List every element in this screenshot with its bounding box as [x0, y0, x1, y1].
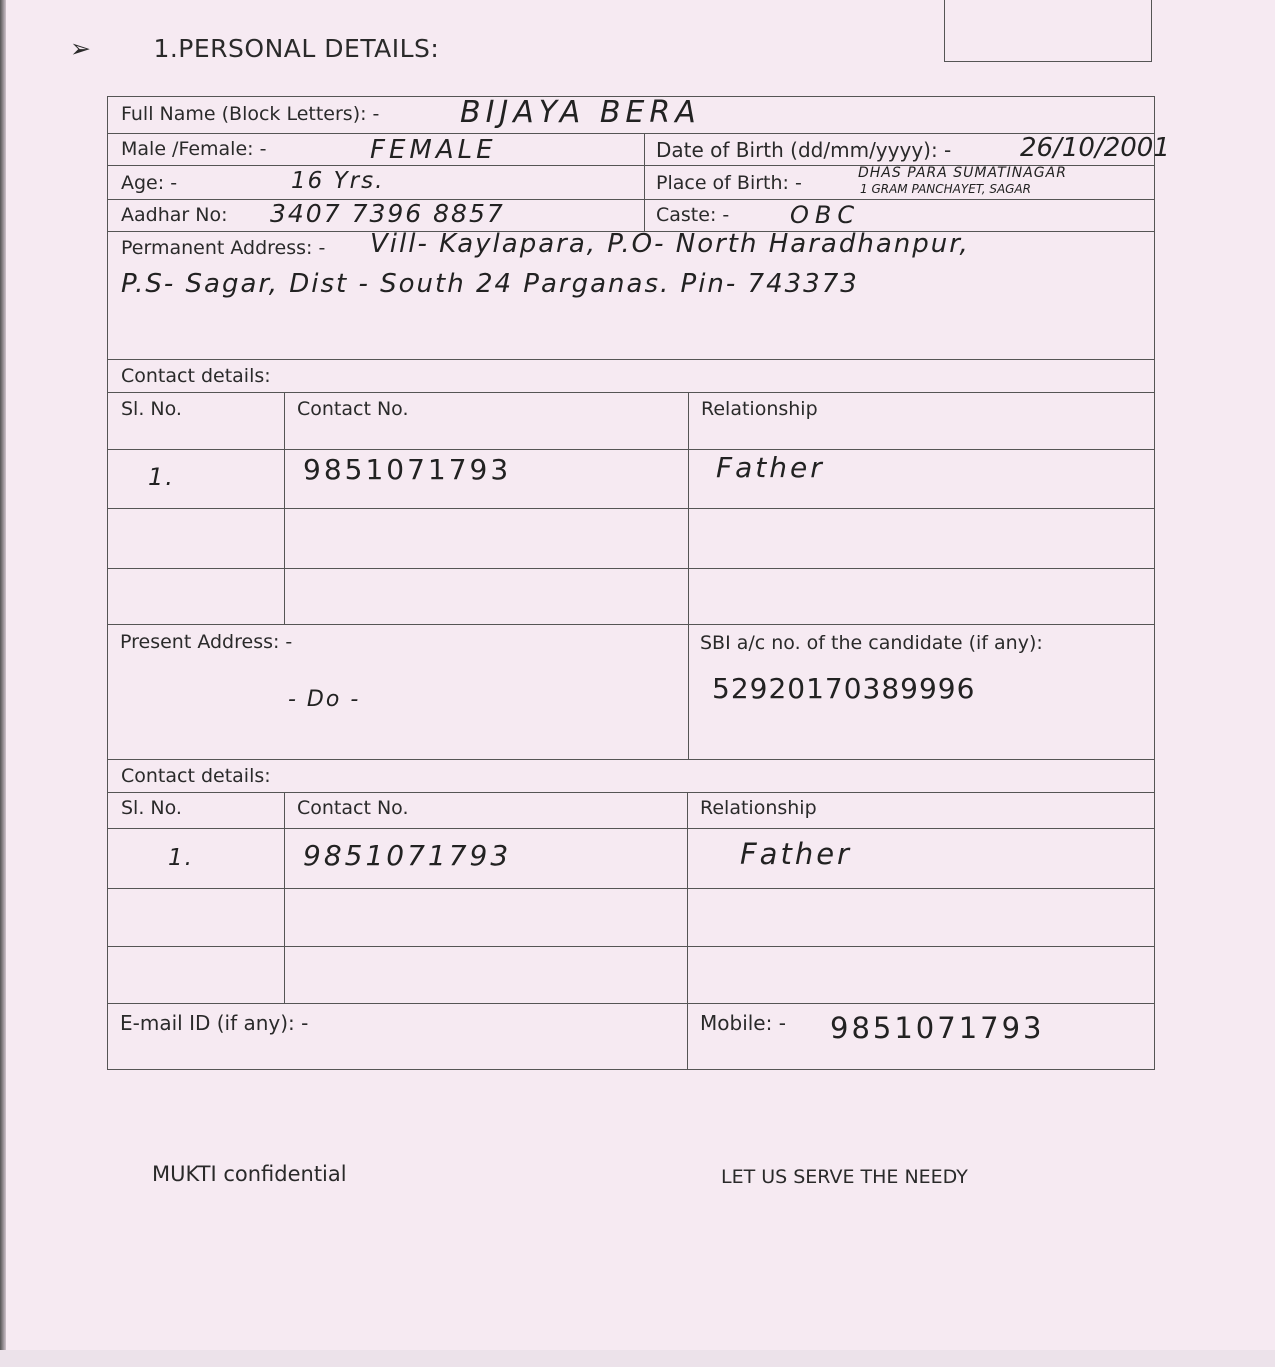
- personal-details-form: [107, 95, 1170, 1070]
- row-divider: [108, 449, 1154, 450]
- pob-value-line1: DHAS PARA SUMATINAGAR: [858, 165, 1067, 181]
- row-divider: [108, 759, 1154, 760]
- arrow-bullet-icon: ➢: [70, 34, 92, 63]
- column-divider: [688, 392, 689, 759]
- caste-value: OBC: [790, 201, 861, 229]
- age-value: 16 Yrs.: [291, 168, 385, 194]
- pob-label: Place of Birth: -: [656, 172, 802, 194]
- col-relationship: Relationship: [701, 398, 818, 420]
- col-relationship: Relationship: [700, 797, 817, 819]
- aadhar-value: 3407 7396 8857: [270, 199, 505, 228]
- contact1-row1-contact: 9851071793: [303, 453, 512, 486]
- gender-label: Male /Female: -: [121, 138, 267, 160]
- perm-address-line2: P.S- Sagar, Dist - South 24 Parganas. Pin- 743373: [121, 269, 859, 299]
- age-label: Age: -: [121, 172, 178, 194]
- caste-label: Caste: -: [656, 204, 730, 226]
- row-divider: [108, 1003, 1154, 1004]
- contact2-row1-sl: 1.: [168, 845, 194, 871]
- mobile-label: Mobile: -: [700, 1011, 786, 1035]
- full-name-label: Full Name (Block Letters): -: [121, 103, 380, 125]
- row-divider: [108, 828, 1154, 829]
- column-divider: [284, 392, 285, 624]
- present-address-label: Present Address: -: [120, 631, 293, 653]
- col-sl-no: Sl. No.: [121, 398, 182, 420]
- row-divider: [108, 624, 1154, 625]
- contact-details-heading: Contact details:: [121, 365, 271, 387]
- footer-confidential: MUKTI confidential: [152, 1162, 347, 1186]
- col-contact-no: Contact No.: [297, 797, 409, 819]
- contact2-row1-relationship: Father: [740, 837, 852, 871]
- row-divider: [108, 359, 1154, 360]
- contact2-row1-contact: 9851071793: [303, 839, 512, 872]
- column-divider: [644, 133, 645, 231]
- row-divider: [108, 133, 1154, 134]
- row-divider: [108, 946, 1154, 947]
- row-divider: [108, 792, 1154, 793]
- contact-details-heading: Contact details:: [121, 765, 271, 787]
- row-divider: [108, 199, 1154, 200]
- perm-address-line1: Vill- Kaylapara, P.O- North Haradhanpur,: [370, 229, 970, 259]
- perm-address-label: Permanent Address: -: [121, 237, 326, 259]
- dob-value: 26/10/2001: [1020, 133, 1170, 163]
- section-title: 1.PERSONAL DETAILS:: [153, 34, 440, 63]
- contact1-row1-sl: 1.: [148, 463, 175, 491]
- aadhar-label: Aadhar No:: [121, 204, 228, 226]
- dob-label: Date of Birth (dd/mm/yyyy): -: [656, 138, 952, 162]
- footer-slogan: LET US SERVE THE NEEDY: [721, 1166, 968, 1188]
- mobile-value: 9851071793: [830, 1011, 1045, 1045]
- page-edge-shadow: [0, 0, 6, 1367]
- col-contact-no: Contact No.: [297, 398, 409, 420]
- photo-box: [944, 0, 1152, 62]
- email-label: E-mail ID (if any): -: [120, 1011, 309, 1035]
- sbi-label: SBI a/c no. of the candidate (if any):: [700, 632, 1043, 654]
- section-heading: [70, 34, 439, 63]
- gender-value: FEMALE: [370, 135, 497, 165]
- present-address-value: - Do -: [288, 687, 361, 712]
- sbi-value: 52920170389996: [712, 672, 976, 705]
- row-divider: [108, 568, 1154, 569]
- column-divider: [687, 792, 688, 1069]
- column-divider: [284, 792, 285, 1003]
- full-name-value: BIJAYA BERA: [460, 95, 701, 130]
- pob-value-line2: 1 GRAM PANCHAYET, SAGAR: [860, 182, 1032, 196]
- row-divider: [108, 888, 1154, 889]
- row-divider: [108, 392, 1154, 393]
- page-bottom-band: [0, 1350, 1275, 1367]
- contact1-row1-relationship: Father: [716, 451, 825, 484]
- row-divider: [108, 508, 1154, 509]
- col-sl-no: Sl. No.: [121, 797, 182, 819]
